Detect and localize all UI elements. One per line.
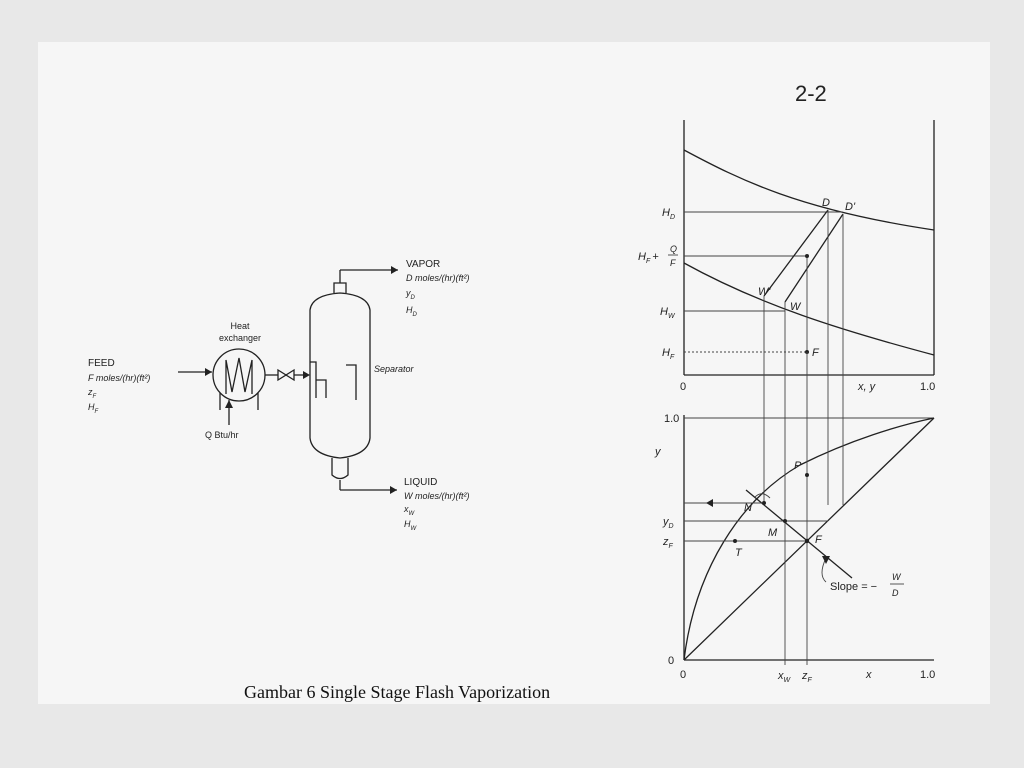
heat-exchanger [213,349,265,401]
separator-baffle-right [346,365,356,400]
separator-vessel [310,293,370,458]
diagonal-line [684,418,934,660]
liquid-enthalpy-curve [684,263,934,355]
point-w-label: W [790,301,801,313]
slope-den: D [892,588,899,598]
liquid-rate: W moles/(hr)(ft²) [404,491,470,501]
q-arrow [225,400,233,408]
point-n [762,501,766,505]
equilibrium-diagram [654,210,935,684]
eq-x-0: 0 [680,669,687,681]
eq-x-zf: $z_F$ [802,670,812,684]
n-arrow [706,499,713,507]
label-f-eq: F [815,534,822,546]
label-q-num: Q [670,244,678,254]
separator-label: Separator [374,364,414,374]
vapor-enthalpy-curve [684,150,934,230]
feed-title: FEED [88,358,115,369]
valve-right [286,370,294,380]
hx-label-2: exchanger [218,333,262,343]
label-hf: $H_F$ [662,347,675,361]
point-n-arc [755,494,770,498]
liquid-title: LIQUID [404,477,438,488]
point-p [805,473,809,477]
liquid-enthalpy: $H_W$ [404,519,417,532]
label-q-den: F [670,258,676,268]
point-f-eq [805,539,809,543]
inlet-arrow [303,371,310,379]
point-w-prime-label: W' [758,286,771,298]
point-d-label: D [822,197,830,209]
vapor-enthalpy: $H_D$ [406,305,417,318]
point-m [783,519,787,523]
point-f-label: F [812,347,819,359]
eq-x-label: x [866,669,872,681]
label-t: T [735,547,742,559]
tie-line-w-d [785,214,843,302]
label-n: N [744,502,752,514]
q-label: Q Btu/hr [205,430,239,440]
enthalpy-x-0: 0 [680,381,687,393]
label-yd: $y_D$ [663,516,674,530]
vapor-title: VAPOR [406,259,441,270]
feed-composition: $z_F$ [88,387,97,400]
page-number: 2-2 [795,81,827,106]
feed-enthalpy: $H_F$ [88,402,99,415]
slope-pointer-arrow [822,556,830,564]
hx-label-1: Heat [230,321,250,331]
point-hf-q [805,254,809,258]
label-hd: $H_D$ [662,207,676,221]
flow-schematic [87,259,470,532]
slope-num: W [892,572,901,582]
label-p: P [794,460,802,472]
eq-x-1: 1.0 [920,669,936,681]
feed-arrow [205,368,212,376]
tie-line-w2-d2 [764,210,828,296]
eq-x-xw: $x_W$ [778,670,791,684]
slope-text: Slope = − [830,581,878,593]
separator-baffle-left [316,380,326,398]
enthalpy-x-1: 1.0 [920,381,936,393]
label-zf: $z_F$ [663,536,673,550]
label-hf-plus-q: $H_F$ + [638,251,659,265]
eq-y-label: y [655,446,661,458]
label-hw: $H_W$ [660,306,675,320]
point-d-prime-label: D' [845,201,856,213]
separator-inlet-pipe [310,362,316,398]
vapor-composition: $y_D$ [406,288,415,301]
enthalpy-x-label: x, y [858,381,876,393]
label-m: M [768,527,778,539]
vapor-arrow [391,266,398,274]
eq-y-bottom: 0 [668,655,675,667]
heat-exchanger-coil [226,358,252,394]
point-t [733,539,737,543]
separator-top-neck [334,283,346,293]
enthalpy-diagram [638,120,935,393]
vapor-rate: D moles/(hr)(ft²) [406,273,470,283]
eq-y-top: 1.0 [664,413,680,425]
figure-caption: Gambar 6 Single Stage Flash Vaporization [244,682,551,702]
liquid-composition: $x_W$ [404,504,415,517]
feed-rate: F moles/(hr)(ft²) [88,373,151,383]
liquid-arrow [390,486,397,494]
separator-bottom-neck [332,458,348,479]
